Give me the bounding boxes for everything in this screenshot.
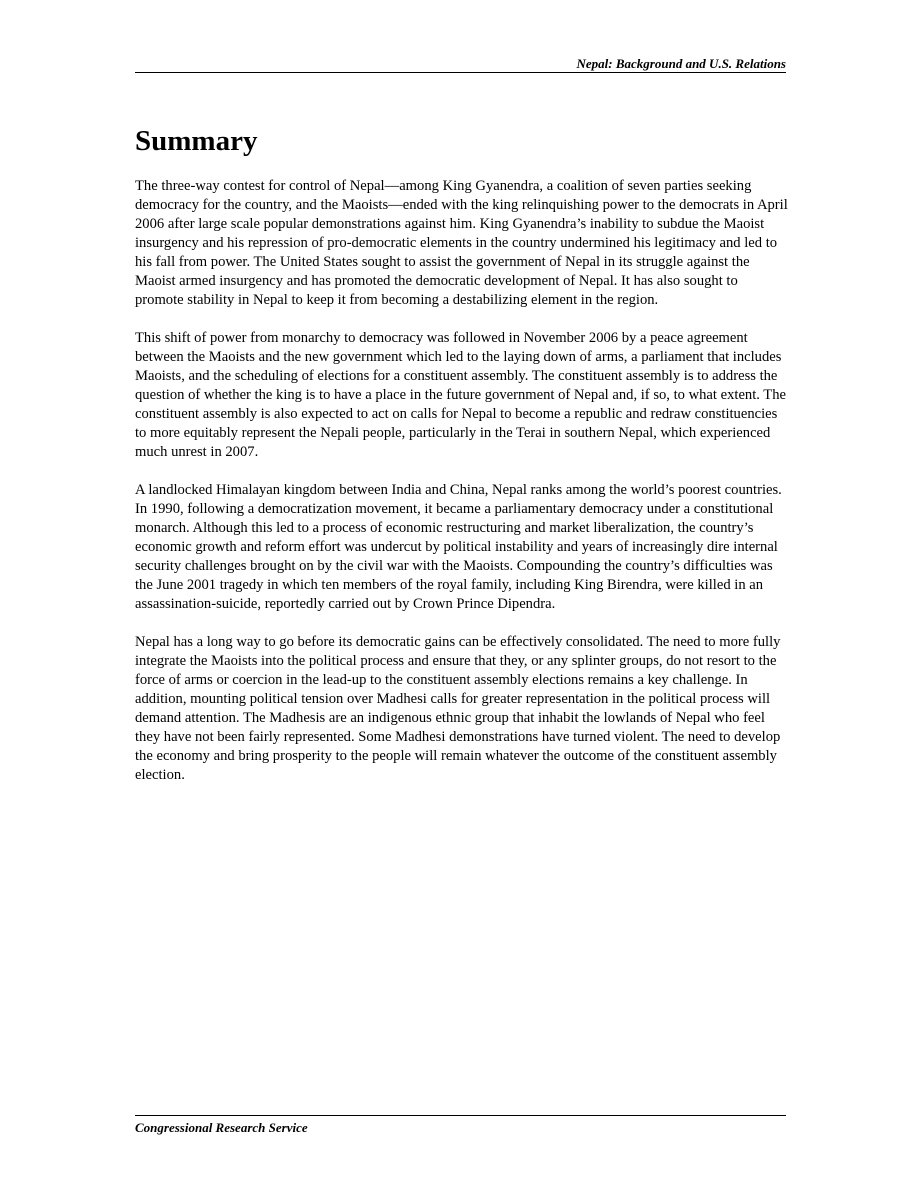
running-footer: Congressional Research Service xyxy=(135,1120,308,1135)
section-title: Summary xyxy=(135,125,258,157)
paragraph: This shift of power from monarchy to democracy was followed in November 2006 by a peace agreement between the Maoists and the new government which led to the laying down of arms, a parliament that includes Maoists, and the scheduling of elections for a constituent assembly. The constituent assembly is to address the question of whether the king is to have a place in the future government of Nepal and, if so, to what extent. The constituent assembly is also expected to act on calls for Nepal to become a republic and redraw constituencies to more equitably represent the Nepali people, particularly in the Terai in southern Nepal, which experienced much unrest in 2007. xyxy=(135,330,786,460)
running-header: Nepal: Background and U.S. Relations xyxy=(576,56,786,71)
paragraph: The three-way contest for control of Nepal—among King Gyanendra, a coalition of seven parties seeking democracy for the country, and the Maoists—ended with the king relinquishing power to the democrats in April 2006 after large scale popular demonstrations against him. King Gyanendra’s inability to subdue the Maoist insurgency and his repression of pro-democratic elements in the country undermined his legitimacy and led to his fall from power. The United States sought to assist the government of Nepal in its struggle against the Maoist armed insurgency and has promoted the democratic development of Nepal. It has also sought to promote stability in Nepal to keep it from becoming a destabilizing element in the region. xyxy=(135,178,788,308)
footer-divider xyxy=(135,1115,786,1116)
summary-body xyxy=(135,177,789,804)
paragraph: Nepal has a long way to go before its democratic gains can be effectively consolidated. The need to more fully integrate the Maoists into the political process and ensure that they, or any splinter groups, do not resort to the force of arms or coercion in the lead-up to the constituent assembly elections remains a key challenge. In addition, mounting political tension over Madhesi calls for greater representation in the political process will demand attention. The Madhesis are an indigenous ethnic group that inhabit the lowlands of Nepal who feel they have not been fairly represented. Some Madhesi demonstrations have turned violent. The need to develop the economy and bring prosperity to the people will remain whatever the outcome of the constituent assembly election. xyxy=(135,634,781,783)
header-divider xyxy=(135,72,786,73)
paragraph: A landlocked Himalayan kingdom between India and China, Nepal ranks among the world’s poorest countries. In 1990, following a democratization movement, it became a parliamentary democracy under a constitutional monarch. Although this led to a process of economic restructuring and market liberalization, the country’s economic growth and reform effort was undercut by political instability and years of increasingly dire internal security challenges brought on by the civil war with the Maoists. Compounding the country’s difficulties was the June 2001 tragedy in which ten members of the royal family, including King Birendra, were killed in an assassination-suicide, reportedly carried out by Crown Prince Dipendra. xyxy=(135,482,782,612)
